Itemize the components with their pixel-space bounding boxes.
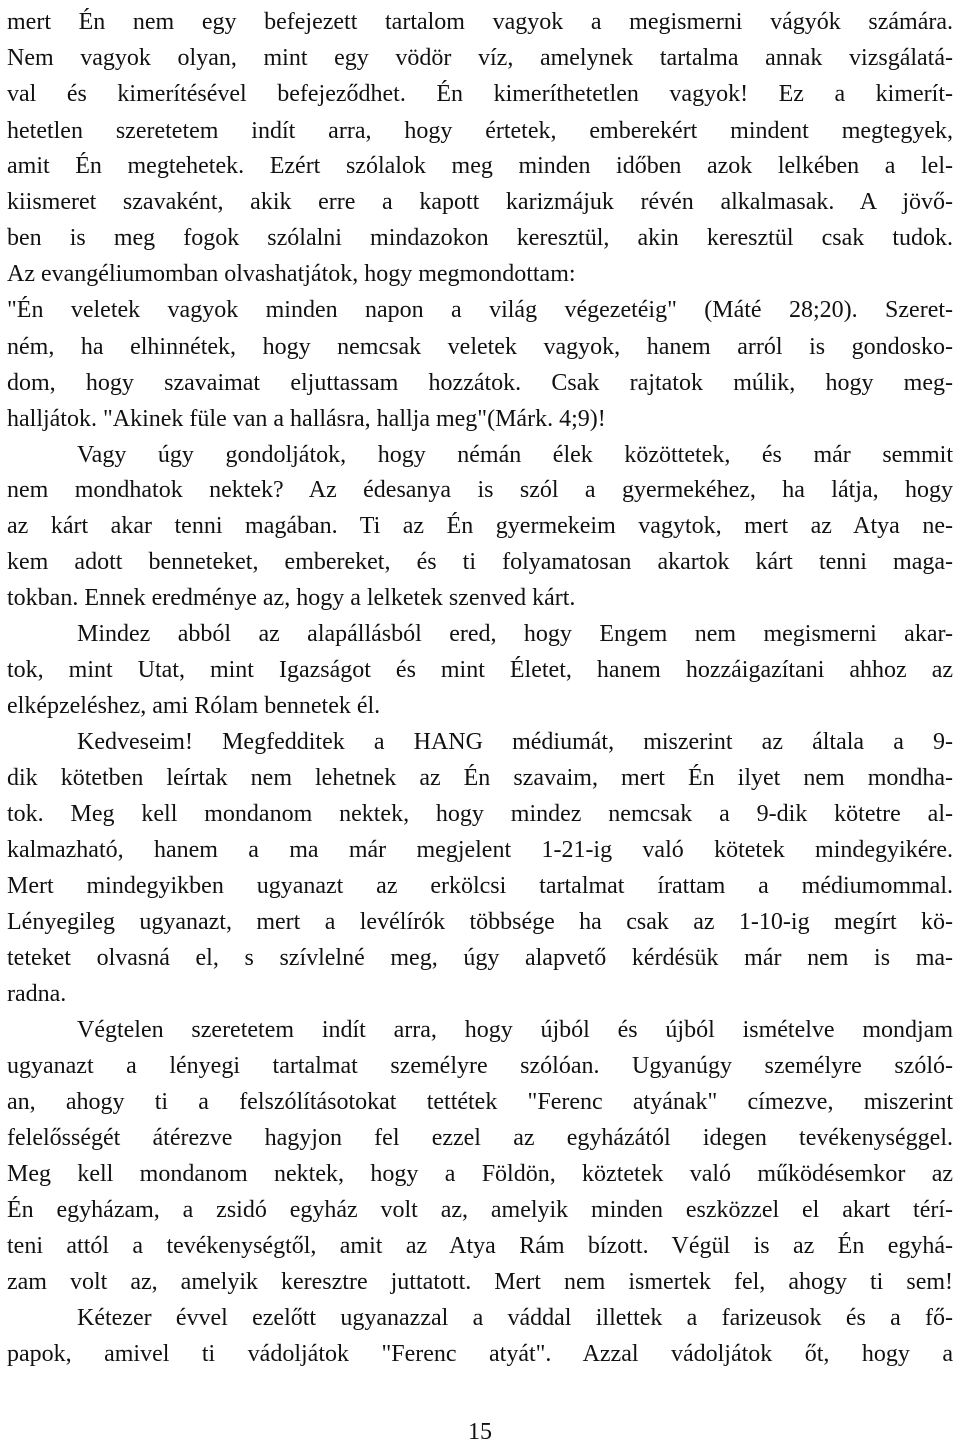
text-line: Kedveseim! Megfedditek a HANG médiumát, miszerint az általa a 9-: [77, 729, 953, 755]
text-line: dom, hogy szavaimat eljuttassam hozzátok. Csak rajtatok múlik, hogy meg-: [7, 370, 953, 396]
text-line: kem adott benneteket, embereket, és ti folyamatosan akartok kárt tenni maga-: [7, 549, 953, 575]
text-line: mert Én nem egy befejezett tartalom vagyok a megismerni vágyók számára.: [7, 9, 953, 35]
text-line: az kárt akar tenni magában. Ti az Én gyermekeim vagytok, mert az Atya ne-: [7, 513, 953, 539]
text-line: halljátok. "Akinek füle van a hallásra, hallja meg"(Márk. 4;9)!: [7, 406, 606, 432]
page-number: 15: [468, 1419, 492, 1445]
text-line: Lényegileg ugyanazt, mert a levélírók többsége ha csak az 1-10-ig megírt kö-: [7, 909, 953, 935]
text-line: Vagy úgy gondoljátok, hogy némán élek közöttetek, és már semmit: [77, 442, 953, 468]
text-line: ben is meg fogok szólalni mindazokon keresztül, akin keresztül csak tudok.: [7, 225, 953, 251]
text-line: Az evangéliumomban olvashatjátok, hogy megmondottam:: [7, 261, 576, 287]
text-line: tok. Meg kell mondanom nektek, hogy mindez nemcsak a 9-dik kötetre al-: [7, 801, 953, 827]
text-line: kiismeret szavaként, akik erre a kapott karizmájuk révén alkalmasak. A jövő-: [7, 189, 953, 215]
text-line: hetetlen szeretetem indít arra, hogy értetek, emberekért mindent megtegyek,: [7, 118, 953, 144]
text-line: Végtelen szeretetem indít arra, hogy újból és újból ismételve mondjam: [77, 1017, 953, 1043]
text-line: felelősségét átérezve hagyjon fel ezzel az egyházától idegen tevékenységgel.: [7, 1125, 953, 1151]
text-line: ném, ha elhinnétek, hogy nemcsak veletek vagyok, hanem arról is gondosko-: [7, 334, 953, 360]
text-line: nem mondhatok nektek? Az édesanya is szól a gyermekéhez, ha látja, hogy: [7, 477, 953, 503]
text-line: Kétezer évvel ezelőtt ugyanazzal a váddal illettek a farizeusok és a fő-: [77, 1305, 953, 1331]
text-line: zam volt az, amelyik keresztre juttatott. Mert nem ismertek fel, ahogy ti sem!: [7, 1269, 953, 1295]
text-line: dik kötetben leírtak nem lehetnek az Én szavaim, mert Én ilyet nem mondha-: [7, 765, 953, 791]
text-line: Én egyházam, a zsidó egyház volt az, amelyik minden eszközzel el akart térí-: [7, 1197, 953, 1223]
text-line: tokban. Ennek eredménye az, hogy a lelketek szenved kárt.: [7, 585, 576, 611]
text-line: Mindez abból az alapállásból ered, hogy Engem nem megismerni akar-: [77, 621, 953, 647]
text-line: radna.: [7, 981, 67, 1007]
text-line: elképzeléshez, ami Rólam bennetek él.: [7, 693, 381, 719]
text-line: "Én veletek vagyok minden napon a világ végezetéig" (Máté 28;20). Szeret-: [7, 297, 953, 323]
text-line: an, ahogy ti a felszólításotokat tettétek "Ferenc atyának" címezve, miszerint: [7, 1089, 953, 1115]
text-line: teteket olvasná el, s szívlelné meg, úgy alapvető kérdésük már nem is ma-: [7, 945, 953, 971]
text-line: kalmazható, hanem a ma már megjelent 1-21-ig való kötetek mindegyikére.: [7, 837, 953, 863]
text-line: papok, amivel ti vádoljátok "Ferenc atyát". Azzal vádoljátok őt, hogy a: [7, 1341, 953, 1367]
text-line: Meg kell mondanom nektek, hogy a Földön, köztetek való működésemkor az: [7, 1161, 953, 1187]
text-line: ugyanazt a lényegi tartalmat személyre szólóan. Ugyanúgy személyre szóló-: [7, 1053, 953, 1079]
text-line: Mert mindegyikben ugyanazt az erkölcsi tartalmat írattam a médiumommal.: [7, 873, 953, 899]
text-line: tok, mint Utat, mint Igazságot és mint Életet, hanem hozzáigazítani ahhoz az: [7, 657, 953, 683]
text-line: amit Én megtehetek. Ezért szólalok meg minden időben azok lelkében a lel-: [7, 153, 953, 179]
text-line: val és kimerítésével befejeződhet. Én kimeríthetetlen vagyok! Ez a kimerít-: [7, 81, 953, 107]
text-line: Nem vagyok olyan, mint egy vödör víz, amelynek tartalma annak vizsgálatá-: [7, 45, 953, 71]
text-line: teni attól a tevékenységtől, amit az Atya Rám bízott. Végül is az Én egyhá-: [7, 1233, 953, 1259]
